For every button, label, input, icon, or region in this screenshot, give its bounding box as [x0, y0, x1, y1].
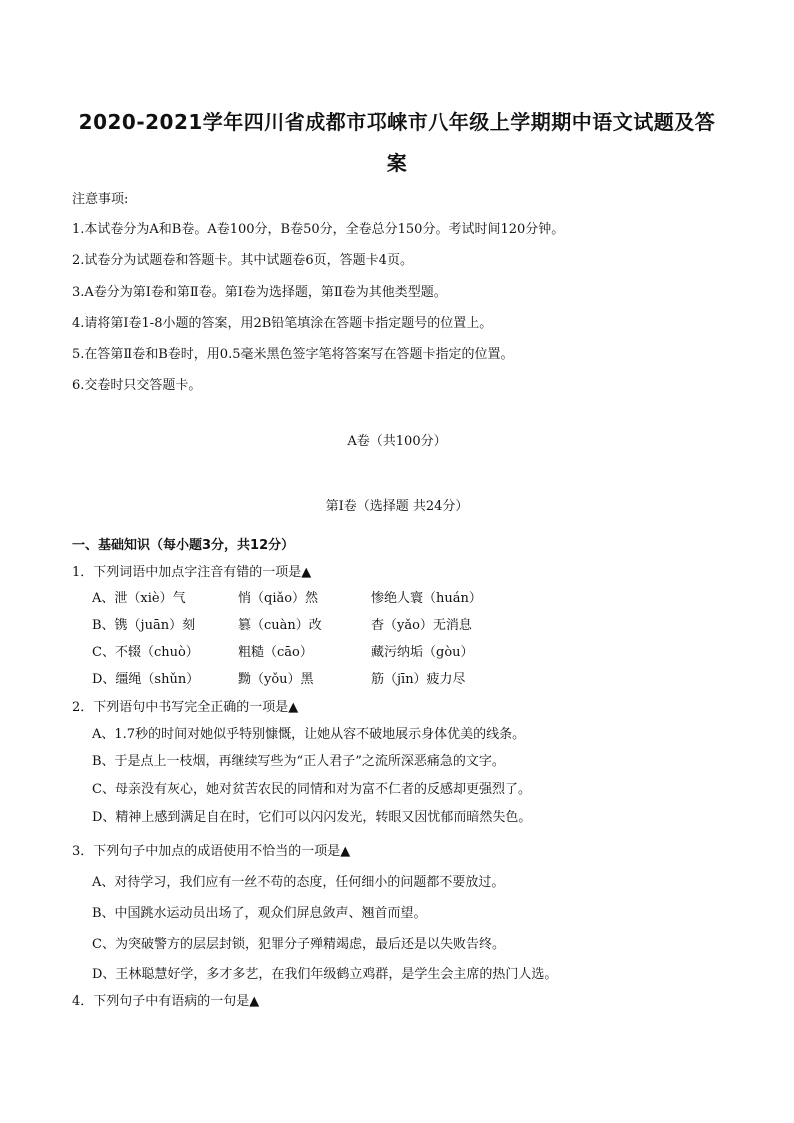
note-item: 2.试卷分为试题卷和答题卡。其中试题卷6页，答题卡4页。 [72, 253, 413, 268]
question-3-stem: 3．下列句子中加点的成语使用不恰当的一项是▲ [72, 844, 351, 859]
note-item: 6.交卷时只交答题卡。 [72, 378, 202, 393]
note-item: 4.请将第Ⅰ卷1-8小题的答案，用2B铅笔填涂在答题卡指定题号的位置上。 [72, 316, 493, 331]
part-one-heading: 第Ⅰ卷（选择题 共24分） [325, 499, 469, 514]
q1-option-c-word2: 粗糙（cāo） [238, 645, 313, 660]
note-item: 5.在答第Ⅱ卷和B卷时，用0.5毫米黑色签字笔将答案写在答题卡指定的位置。 [72, 347, 514, 362]
q3-option-b: B、中国跳水运动员出场了，观众们屏息敛声、翘首而望。 [92, 906, 427, 921]
q2-option-c: C、母亲没有灰心，她对贫苦农民的同情和对为富不仁者的反感却更强烈了。 [92, 782, 531, 797]
question-2-stem: 2．下列语句中书写完全正确的一项是▲ [72, 700, 299, 715]
q1-option-d-word1: D、缰绳（shǔn） [92, 672, 200, 687]
q1-option-b-word2: 篡（cuàn）改 [238, 618, 322, 633]
section-a-heading: A卷（共100分） [347, 434, 447, 449]
q1-option-a-word3: 惨绝人寰（huán） [371, 591, 482, 606]
question-4-stem: 4．下列句子中有语病的一句是▲ [72, 994, 260, 1009]
q3-option-c: C、为突破警方的层层封锁，犯罪分子殚精竭虑，最后还是以失败告终。 [92, 937, 505, 952]
page-title-continued: 案 [386, 151, 408, 175]
question-1-stem: 1．下列词语中加点字注音有错的一项是▲ [72, 565, 312, 580]
q1-option-b-word1: B、镌（juān）刻 [92, 618, 196, 633]
q3-option-a: A、对待学习，我们应有一丝不苟的态度，任何细小的问题都不要放过。 [92, 875, 505, 890]
q1-option-d-word2: 黝（yǒu）黑 [238, 672, 314, 687]
page-title: 2020-2021学年四川省成都市邛崃市八年级上学期期中语文试题及答 [78, 110, 716, 134]
q1-option-c-word3: 藏污纳垢（gòu） [371, 645, 474, 660]
q2-option-d: D、精神上感到满足自在时，它们可以闪闪发光，转眼又因忧郁而暗然失色。 [92, 810, 532, 825]
q1-option-a-word1: A、泄（xiè）气 [92, 591, 186, 606]
note-item: 3.A卷分为第Ⅰ卷和第Ⅱ卷。第Ⅰ卷为选择题，第Ⅱ卷为其他类型题。 [72, 285, 447, 300]
note-item: 1.本试卷分为A和B卷。A卷100分，B卷50分，全卷总分150分。考试时间120分钟。 [72, 222, 565, 237]
q1-option-c-word1: C、不辍（chuò） [92, 645, 199, 660]
q2-option-a: A、1.7秒的时间对她似乎特别慷慨，让她从容不破地展示身体优美的线条。 [92, 727, 526, 742]
q1-option-d-word3: 筋（jīn）疲力尽 [371, 672, 466, 687]
basics-heading: 一、基础知识（每小题3分，共12分） [72, 538, 295, 553]
q2-option-b: B、于是点上一枝烟，再继续写些为“正人君子”之流所深恶痛急的文字。 [92, 754, 505, 769]
q1-option-b-word3: 杳（yǎo）无消息 [371, 618, 472, 633]
q1-option-a-word2: 悄（qiǎo）然 [238, 591, 319, 606]
q3-option-d: D、王林聪慧好学，多才多艺，在我们年级鹤立鸡群，是学生会主席的热门人选。 [92, 967, 558, 982]
notes-heading: 注意事项: [72, 192, 129, 207]
